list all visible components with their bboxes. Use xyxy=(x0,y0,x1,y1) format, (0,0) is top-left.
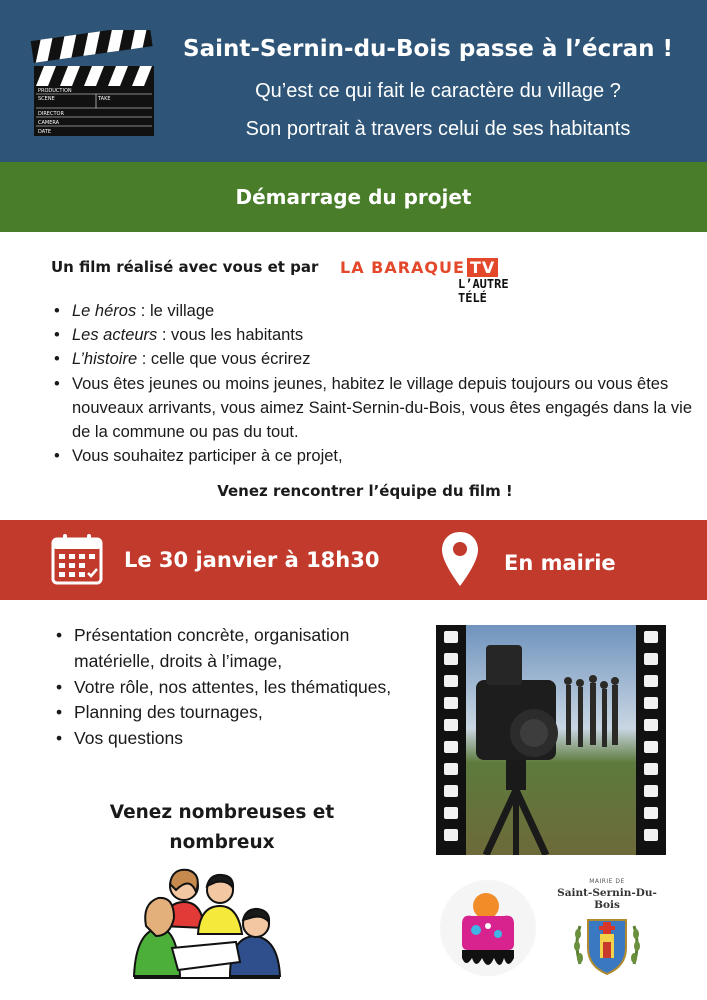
closing-call: Venez nombreuses et nombreux xyxy=(109,802,335,853)
calendar-icon xyxy=(50,532,104,586)
bullet-text: Vous souhaitez participer à ce projet, xyxy=(72,447,343,466)
list-item xyxy=(54,323,694,347)
list-item: • Votre rôle, nos attentes, les thématiques, xyxy=(56,675,416,701)
filmstrip-photo xyxy=(436,625,666,855)
la-baraque-tv-logo xyxy=(340,258,540,305)
call-to-meet: Venez rencontrer l’équipe du film ! xyxy=(217,482,513,500)
bullet-text: : vous les habitants xyxy=(157,326,304,345)
poster-title: Saint-Sernin-du-Bois passe à l’écran ! xyxy=(183,36,673,62)
agenda-list xyxy=(56,623,416,752)
mairie-name: Saint-Sernin-Du-Bois xyxy=(557,887,657,911)
event-place: En mairie xyxy=(504,551,616,575)
clapper-label-production: PRODUCTION xyxy=(38,88,72,94)
list-item: • Présentation concrète, organisation matérielle, droits à l’image, xyxy=(56,623,416,675)
coat-of-arms-icon xyxy=(572,914,642,978)
logo-main-text: LA BARAQUE xyxy=(340,258,465,277)
bullet-lead: L’histoire xyxy=(72,350,138,369)
list-item xyxy=(54,444,694,468)
mairie-small-label: MAIRIE DE xyxy=(589,878,625,885)
event-date: Le 30 janvier à 18h30 xyxy=(124,548,380,572)
list-item xyxy=(54,299,694,323)
mairie-logo xyxy=(546,876,668,976)
clapper-label-director: DIRECTOR xyxy=(38,111,64,117)
section-banner-title: Démarrage du projet xyxy=(235,185,472,209)
bullet-text: Vous êtes jeunes ou moins jeunes, habitez le village depuis toujours ou vous êtes nouveaux arrivants, vous aimez Saint-Sernin-du-Bois, vous êtes engagés dans la vie de la commune ou pas du tout. xyxy=(72,374,693,442)
bullet-lead: Le héros xyxy=(72,302,137,320)
intro-text: Un film réalisé avec vous et par xyxy=(51,258,319,276)
clapper-label-date: DATE xyxy=(38,129,52,135)
logo-subtitle: L’AUTRE TÉLÉ xyxy=(458,277,509,305)
clapper-label-take: TAKE xyxy=(98,96,111,102)
clapperboard-icon xyxy=(30,30,154,138)
project-bullet-list xyxy=(54,299,694,468)
bullet-text: : le village xyxy=(136,302,215,320)
poster-subtitle-1: Qu’est ce qui fait le caractère du village ? xyxy=(255,80,621,102)
poster-subtitle-2: Son portrait à travers celui de ses habitants xyxy=(245,118,631,140)
bullet-text: : celle que vous écrirez xyxy=(137,350,311,369)
list-item xyxy=(54,372,694,445)
logo-tv-badge: TV xyxy=(467,258,498,277)
location-pin-icon xyxy=(440,530,480,588)
la-baraque-round-logo xyxy=(438,878,538,978)
clapper-label-camera: CAMERA xyxy=(38,120,60,126)
list-item: • Vos questions xyxy=(56,726,416,752)
list-item: • Planning des tournages, xyxy=(56,700,416,726)
bullet-lead: Les acteurs xyxy=(72,326,158,345)
group-meeting-illustration xyxy=(132,866,282,982)
clapper-label-scene: SCENE xyxy=(38,96,55,102)
list-item xyxy=(54,347,694,371)
